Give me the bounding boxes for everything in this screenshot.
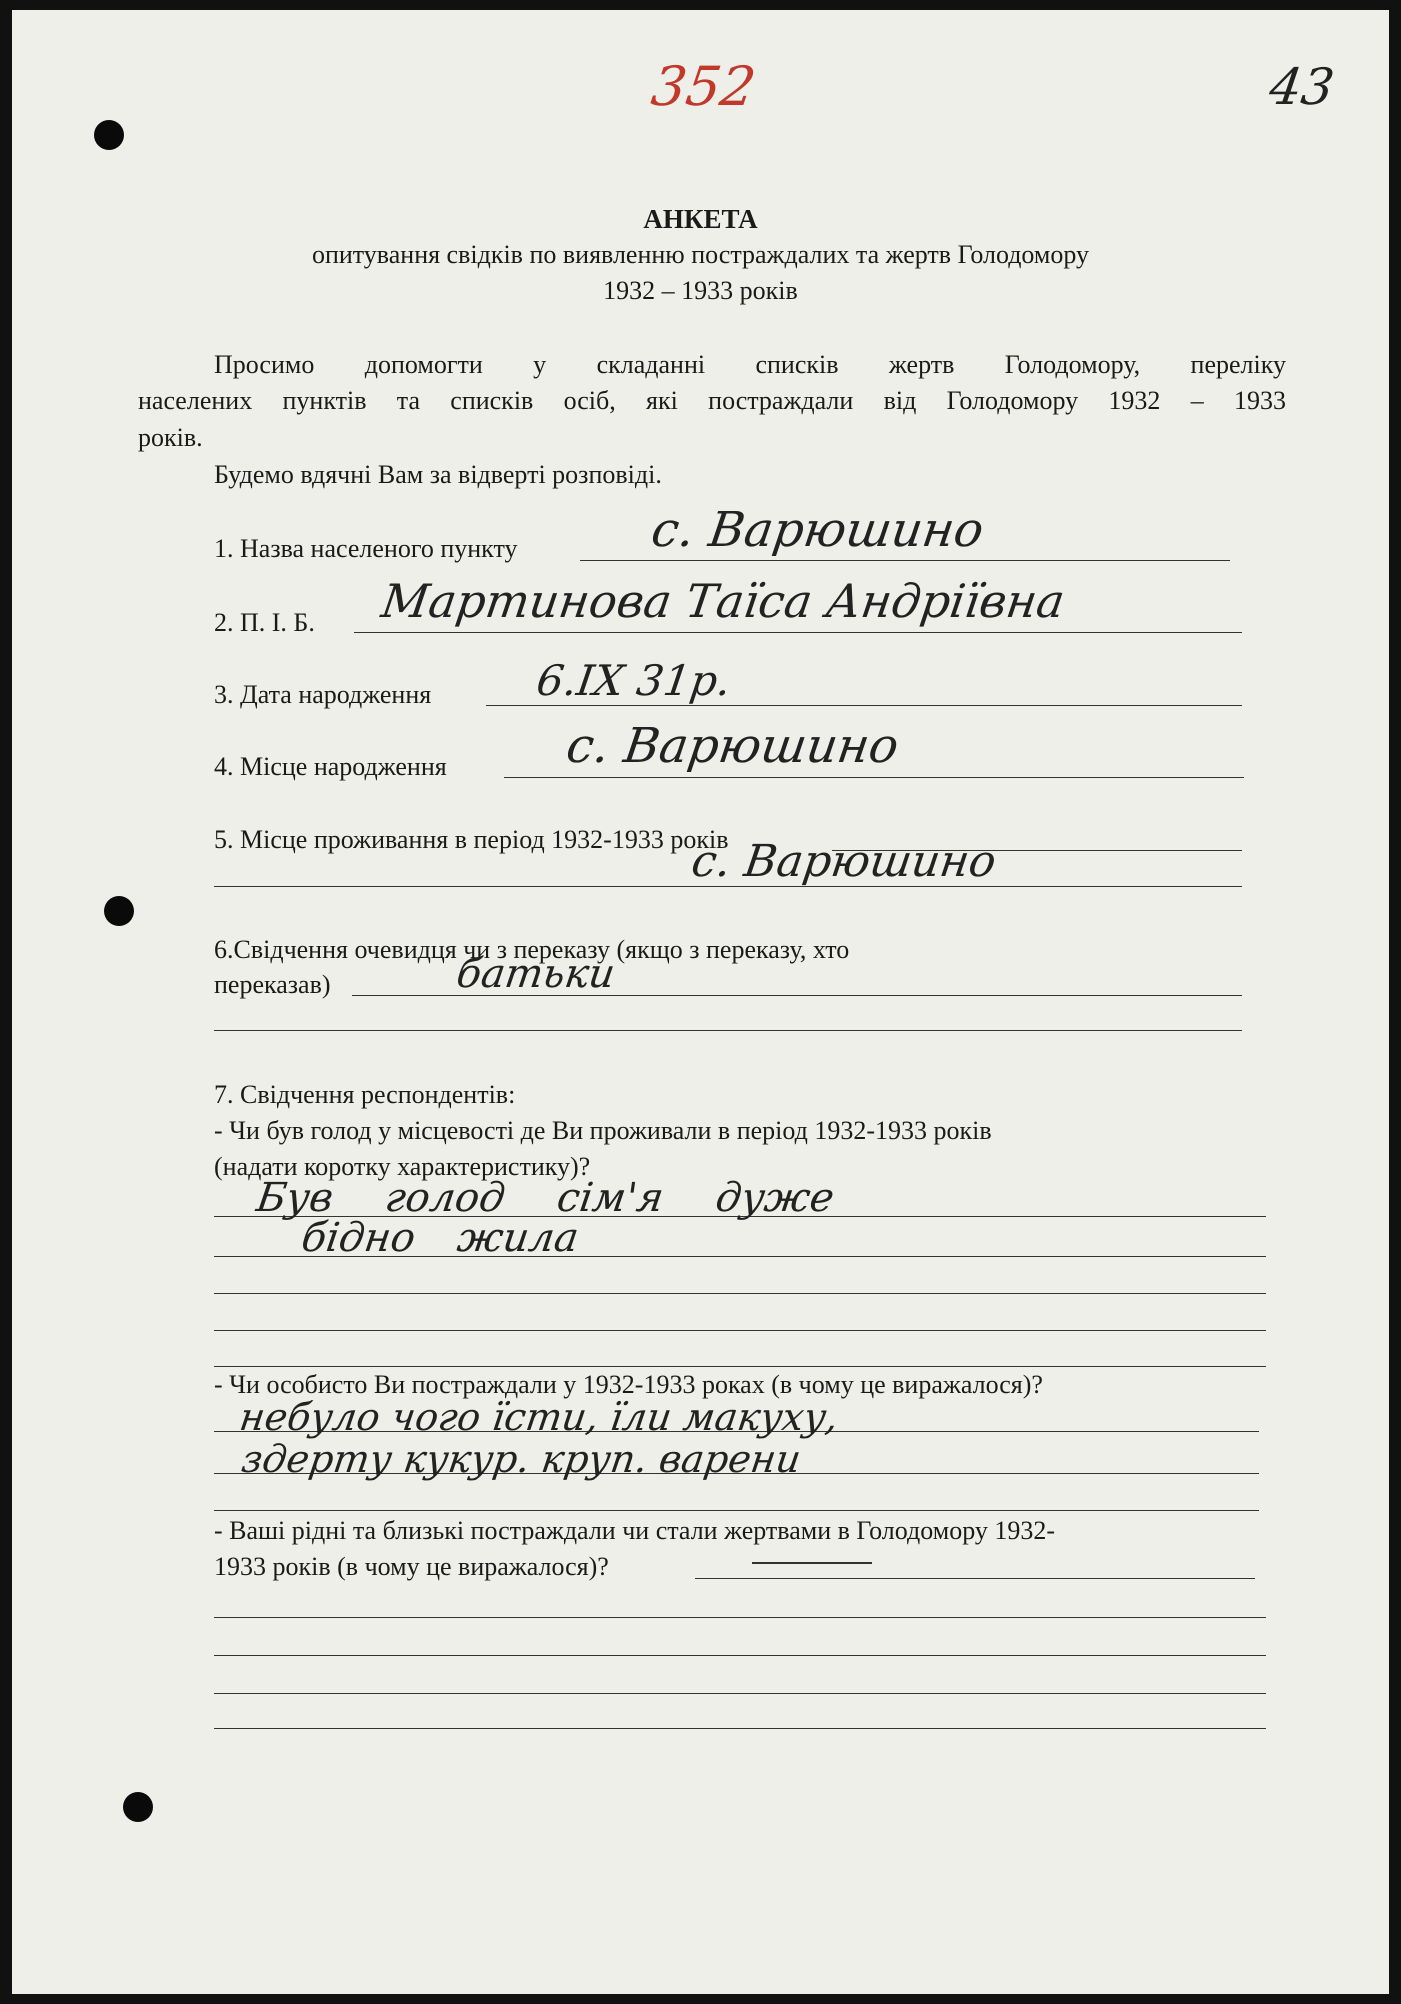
answer-line [214,1655,1266,1656]
intro-line: років. [138,423,203,452]
testimony-heading: 7. Свідчення респондентів: [214,1080,516,1109]
q3-label: 3. Дата народження [214,680,432,709]
punch-hole [94,120,124,150]
page-number: 43 [1265,58,1338,116]
q1-label: 1. Назва населеного пункту [214,534,518,563]
q3-answer: 6.IX 31р. [533,656,735,705]
q4-underline [504,777,1244,778]
answer-line [214,1293,1266,1294]
q2-answer: Мартинова Таїса Андріївна [378,574,1069,628]
answer-line [214,1510,1259,1511]
answer-line [214,1693,1266,1694]
q6-answer: батьки [453,951,618,997]
q4-label: 4. Місце народження [214,752,447,781]
q6-underline-2 [214,1030,1242,1031]
question-c: - Ваші рідні та близькі постраждали чи стали жертвами в Голодомору 1932- [214,1516,1056,1545]
questionnaire-page [12,10,1389,1994]
q4-answer: с. Варюшино [563,718,903,774]
answer-line [695,1578,1255,1579]
question-a: - Чи був голод у місцевості де Ви проживали в період 1932-1933 років [214,1116,992,1145]
question-b-answer-2: здерту кукур. круп. варени [238,1437,804,1481]
q6-label-2: переказав) [214,970,331,999]
form-subtitle: опитування свідків по виявленню постраждалих та жертв Голодомору [311,240,1090,269]
question-a-answer-2: бідно жила [298,1215,582,1261]
q1-answer: с. Варюшино [648,502,988,558]
punch-hole [123,1792,153,1822]
answer-line [214,1330,1266,1331]
question-a-2: (надати коротку характеристику)? [214,1152,591,1181]
form-title: АНКЕТА [643,204,758,234]
q5-answer: с. Варюшино [688,836,1000,887]
intro-line: населених пунктів та списків осіб, які постраждали від Голодомору 1932 – 1933 [138,386,1286,415]
answer-line [214,1617,1266,1618]
form-years: 1932 – 1933 років [603,276,798,305]
answer-line [214,1366,1266,1367]
q3-underline [486,705,1242,706]
q5-label: 5. Місце проживання в період 1932-1933 років [214,825,729,854]
question-b: - Чи особисто Ви постраждали у 1932-1933 роках (в чому це виражалося)? [214,1370,1043,1399]
intro-line: Просимо допомогти у складанні списків жертв Голодомору, переліку [214,350,1286,379]
question-c-2: 1933 років (в чому це виражалося)? [214,1552,609,1581]
answer-line [214,1728,1266,1729]
archive-number: 352 [647,55,760,118]
q2-underline [354,632,1242,633]
q6-label: 6.Свідчення очевидця чи з переказу (якщо з переказу, хто [214,935,850,964]
answer-dash [752,1562,872,1564]
question-b-answer: небуло чого їсти, їли макуху, [236,1395,842,1439]
punch-hole [104,896,134,926]
q2-label: 2. П. І. Б. [214,608,315,637]
intro-thanks: Будемо вдячні Вам за відверті розповіді. [214,460,662,489]
q1-underline [580,560,1230,561]
question-a-answer: Був голод сім'я дуже [253,1175,837,1221]
